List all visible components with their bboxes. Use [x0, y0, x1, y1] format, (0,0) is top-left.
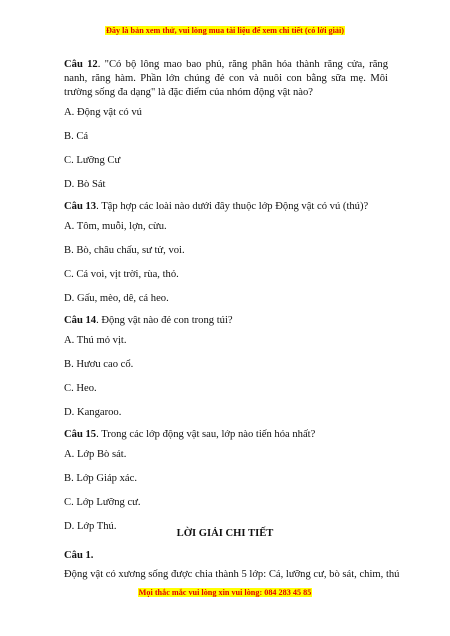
- question-stem: [64, 314, 388, 328]
- contact-text: Mọi thắc mắc vui lòng xin vui lòng: 084 283 45 85: [138, 588, 312, 597]
- question-stem: [64, 428, 388, 442]
- option-b: B. Lớp Giáp xác.: [64, 473, 137, 484]
- question-label: Câu 15: [64, 429, 97, 440]
- preview-notice-text: Đây là bản xem thử, vui lòng mua tài liệu để xem chi tiết (có lời giải): [105, 26, 344, 35]
- question-label: Câu 12: [64, 59, 98, 70]
- option-b: B. Hươu cao cổ.: [64, 359, 134, 370]
- solution-text: Động vật có xương sống được chia thành 5 lớp: Cá, lưỡng cư, bò sát, chim, thú: [64, 569, 400, 580]
- question-15: [64, 428, 388, 535]
- option-d: D. Gấu, mèo, dê, cá heo.: [64, 293, 169, 304]
- solution-question-label: Câu 1.: [64, 550, 94, 561]
- option-c: C. Lưỡng Cư: [64, 155, 121, 166]
- option-b: B. Cá: [64, 131, 89, 142]
- option-d: D. Kangaroo.: [64, 407, 122, 418]
- option-a: A. Thú mỏ vịt.: [64, 335, 127, 346]
- option-a: A. Tôm, muỗi, lợn, cừu.: [64, 221, 167, 232]
- question-text: . Tập hợp các loài nào dưới đây thuộc lớp Động vật có vú (thú)?: [96, 201, 369, 212]
- option-a: A. Lớp Bò sát.: [64, 449, 127, 460]
- option-d: D. Bò Sát: [64, 179, 106, 190]
- option-c: C. Heo.: [64, 383, 97, 394]
- question-13: [64, 200, 388, 307]
- solution-heading: LỜI GIẢI CHI TIẾT: [176, 528, 274, 539]
- question-14: [64, 314, 388, 421]
- option-d: D. Lớp Thú.: [64, 521, 117, 532]
- question-text: . "Có bộ lông mao bao phủ, răng phân hóa thành răng cửa, răng nanh, răng hàm. Phần lớn chúng đẻ con và nuôi con bằng sữa mẹ. Môi trường sống đa dạng" là đặc điểm của nhóm động vật nào?: [64, 59, 388, 98]
- contact-banner: [0, 588, 450, 597]
- question-text: . Động vật nào đẻ con trong túi?: [96, 315, 233, 326]
- question-text: . Trong các lớp động vật sau, lớp nào tiến hóa nhất?: [96, 429, 316, 440]
- question-list: [64, 58, 388, 545]
- option-c: C. Cá voi, vịt trời, rùa, thỏ.: [64, 269, 179, 280]
- question-label: Câu 14: [64, 315, 97, 326]
- option-a: A. Động vật có vú: [64, 107, 142, 118]
- preview-notice-banner: [0, 26, 450, 35]
- option-b: B. Bò, châu chấu, sư tử, voi.: [64, 245, 185, 256]
- question-stem: [64, 200, 388, 214]
- question-label: Câu 13: [64, 201, 97, 212]
- question-12: [64, 58, 388, 193]
- question-stem: [64, 58, 388, 100]
- option-c: C. Lớp Lưỡng cư.: [64, 497, 141, 508]
